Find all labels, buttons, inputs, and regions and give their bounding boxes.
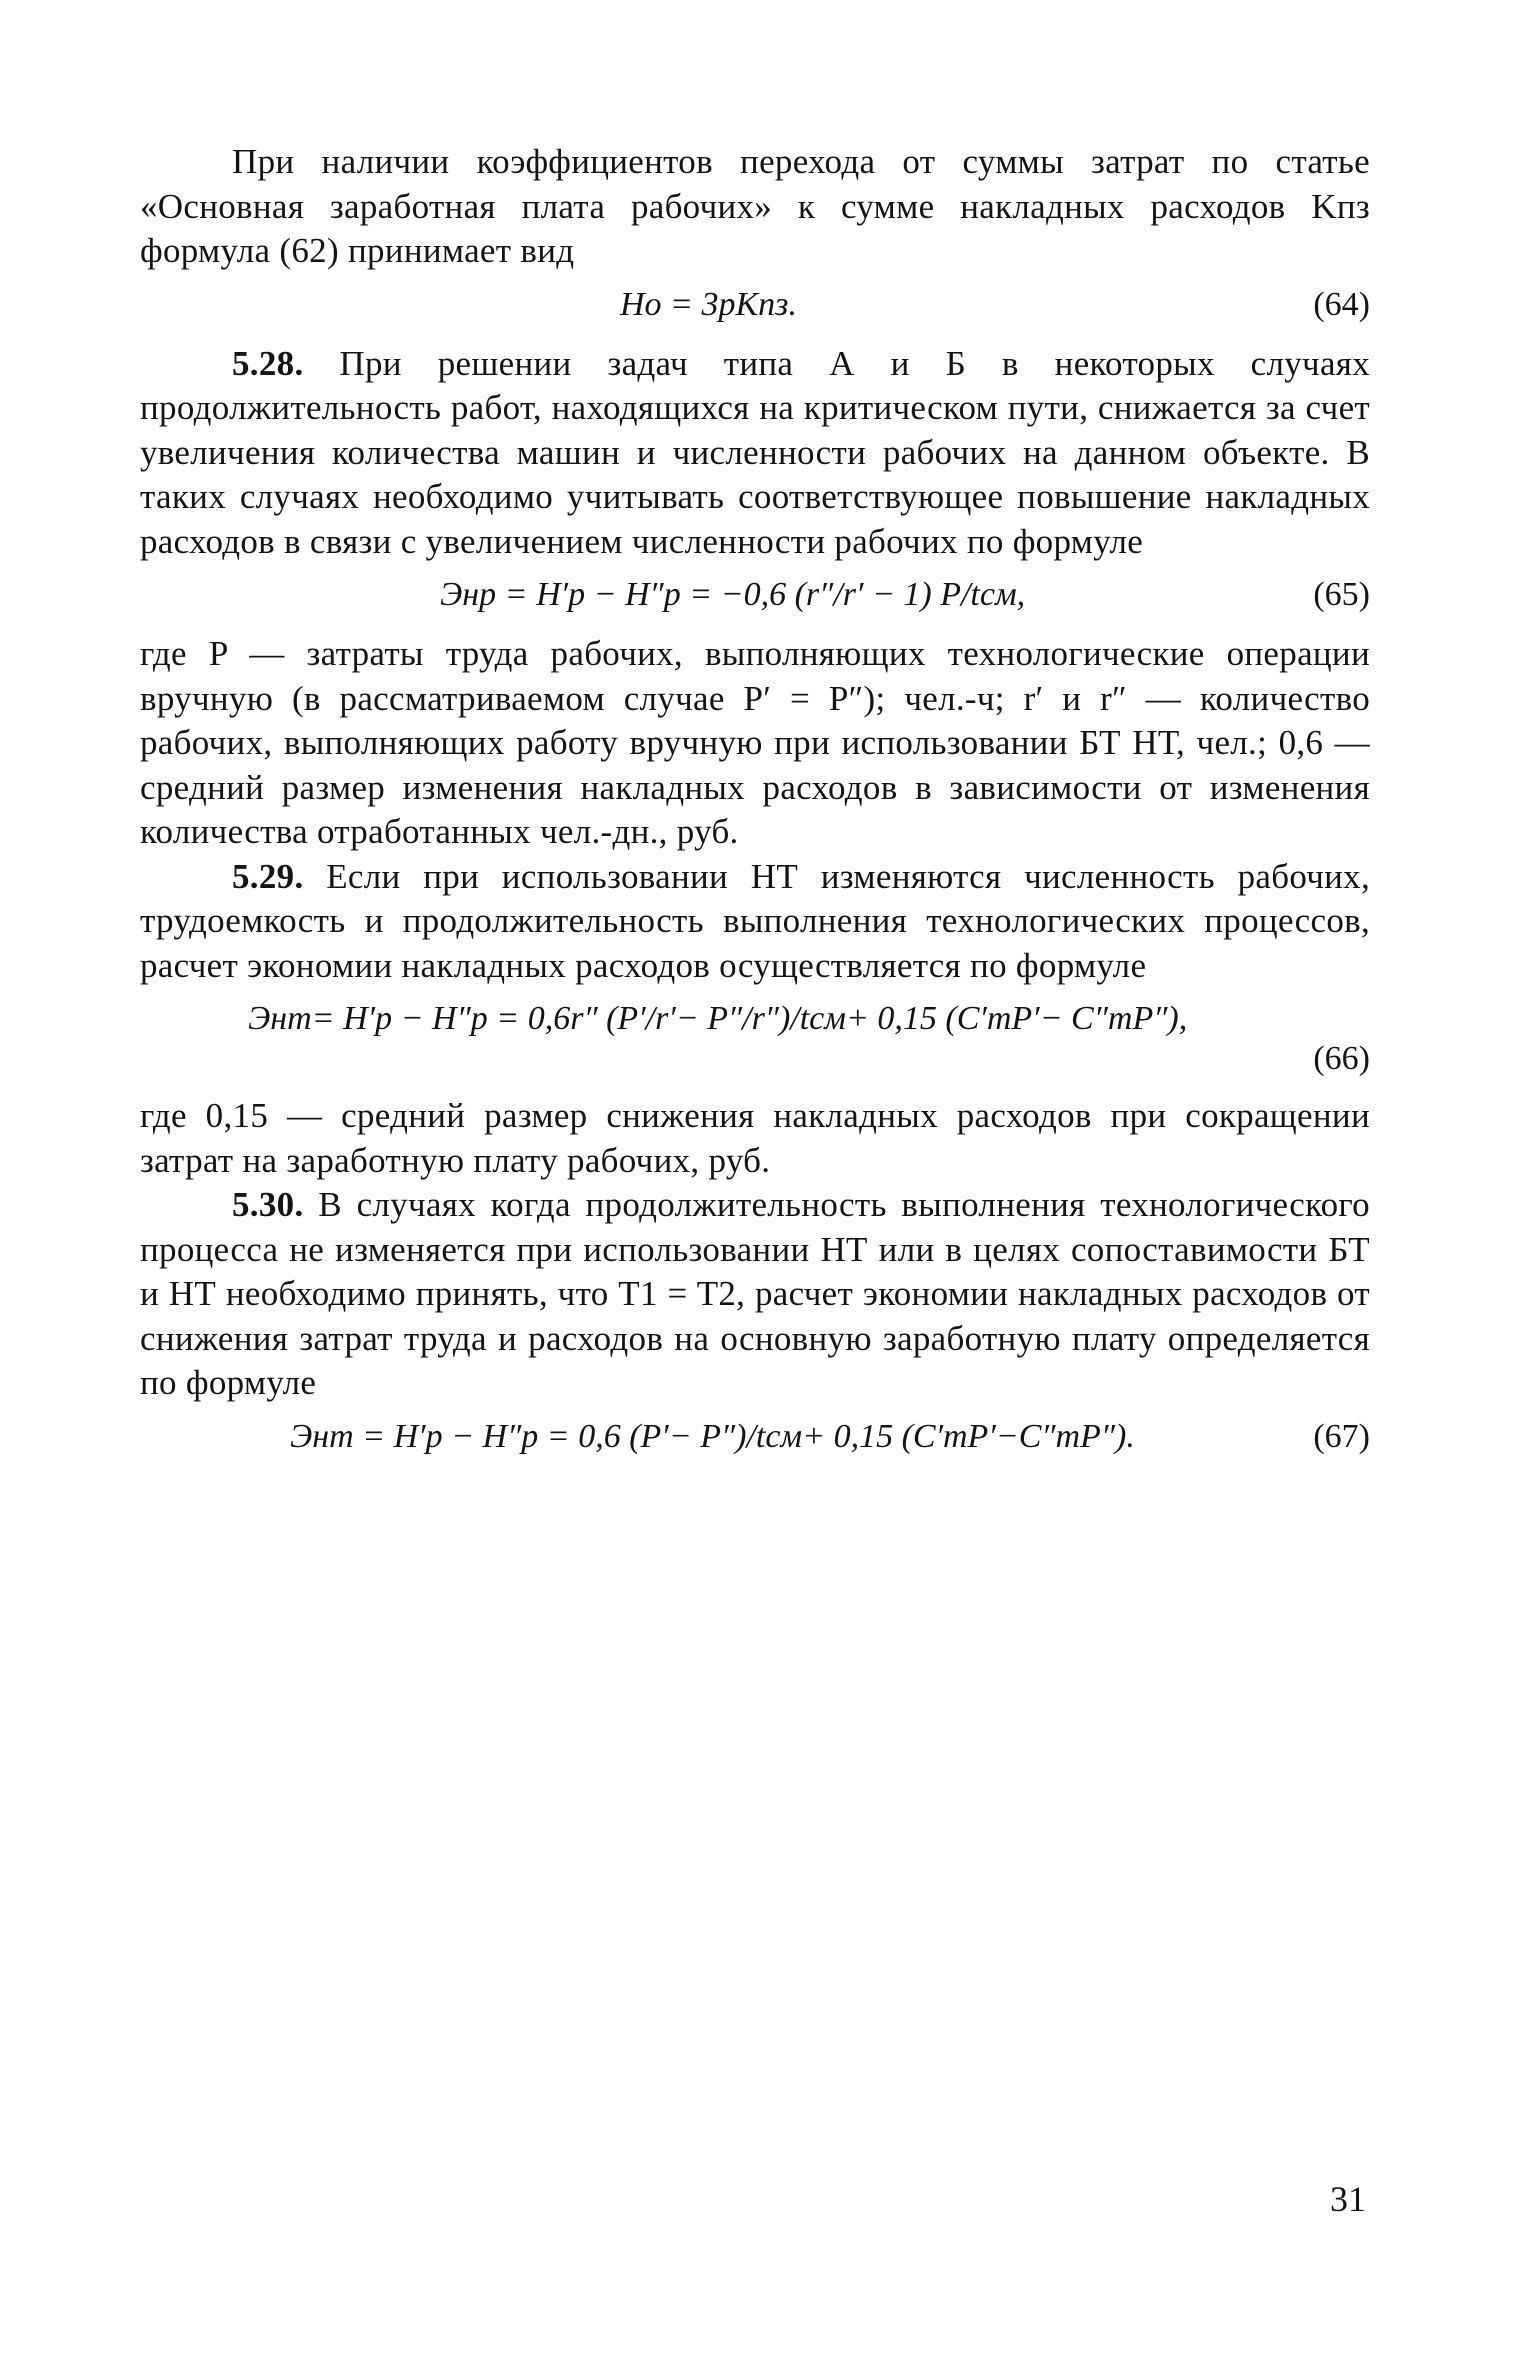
paragraph-65-definitions: где P — затраты труда рабочих, выполняющих технологические операции вручную (в рассматриваемом случае P′ = P″); чел.-ч; r′ и r″ — количество рабочих, выполняющих работу вручную при использовании БТ НТ, чел.; 0,6 — средний размер изменения накладных расходов в зависимости от изменения количества отработанных чел.-дн., руб. bbox=[140, 634, 1370, 851]
section-5-30-text: В случаях когда продолжительность выполнения технологического процесса не изменяется при использовании НТ или в целях сопоставимости БТ и НТ необходимо принять, что T1 = T2, расчет экономии накладных расходов от снижения затрат труда и расходов на основную заработную плату определяется по формуле bbox=[140, 1185, 1370, 1402]
page-body bbox=[140, 140, 1370, 1468]
formula-64-expression: Hо = 3рKпз. bbox=[620, 285, 797, 323]
section-5-28-text: При решении задач типа А и Б в некоторых случаях продолжительность работ, находящихся на критическом пути, снижается за счет увеличения количества машин и численности рабочих на данном объекте. В таких случаях необходимо учитывать соответствующее повышение накладных расходов в связи с увеличением численности рабочих по формуле bbox=[140, 343, 1370, 561]
section-5-29-number: 5.29. bbox=[232, 856, 304, 896]
section-5-29 bbox=[140, 855, 1370, 989]
formula-65-number: (65) bbox=[1313, 576, 1370, 613]
formula-65 bbox=[140, 564, 1370, 626]
formula-66-expression: Энт= H′р − H″р = 0,6r″ (P′/r′− P″/r″)/tсм+ 0,15 (C′тP′− C″тP″), bbox=[248, 1000, 1188, 1037]
paragraph-intro: При наличии коэффициентов перехода от суммы затрат по статье «Основная заработная плата рабочих» к сумме накладных расходов Kпз формула (62) принимает вид bbox=[140, 142, 1370, 270]
section-5-28-number: 5.28. bbox=[232, 343, 304, 383]
formula-64-number: (64) bbox=[1313, 285, 1370, 323]
page-number: 31 bbox=[1330, 2179, 1366, 2219]
section-5-28 bbox=[140, 342, 1370, 565]
formula-67-number: (67) bbox=[1313, 1417, 1370, 1455]
section-5-30-number: 5.30. bbox=[232, 1185, 304, 1224]
section-5-30 bbox=[140, 1183, 1370, 1406]
formula-67-expression: Энт = H′р − H″р = 0,6 (P′− P″)/tсм+ 0,15 (C′тP′−C″тP″). bbox=[290, 1417, 1135, 1455]
formula-66-number: (66) bbox=[1313, 1040, 1370, 1077]
formula-66 bbox=[140, 988, 1370, 1080]
paragraph-66-definitions: где 0,15 — средний размер снижения накладных расходов при сокращении затрат на заработную плату рабочих, руб. bbox=[140, 1096, 1370, 1180]
formula-67 bbox=[140, 1406, 1370, 1468]
formula-65-expression: Энр = H′р − H″р = −0,6 (r″/r′ − 1) P/tсм, bbox=[440, 576, 1026, 613]
formula-64 bbox=[140, 274, 1370, 336]
section-5-29-text: Если при использовании НТ изменяются численность рабочих, трудоемкость и продолжительность выполнения технологических процессов, расчет экономии накладных расходов осуществляется по формуле bbox=[140, 856, 1370, 985]
